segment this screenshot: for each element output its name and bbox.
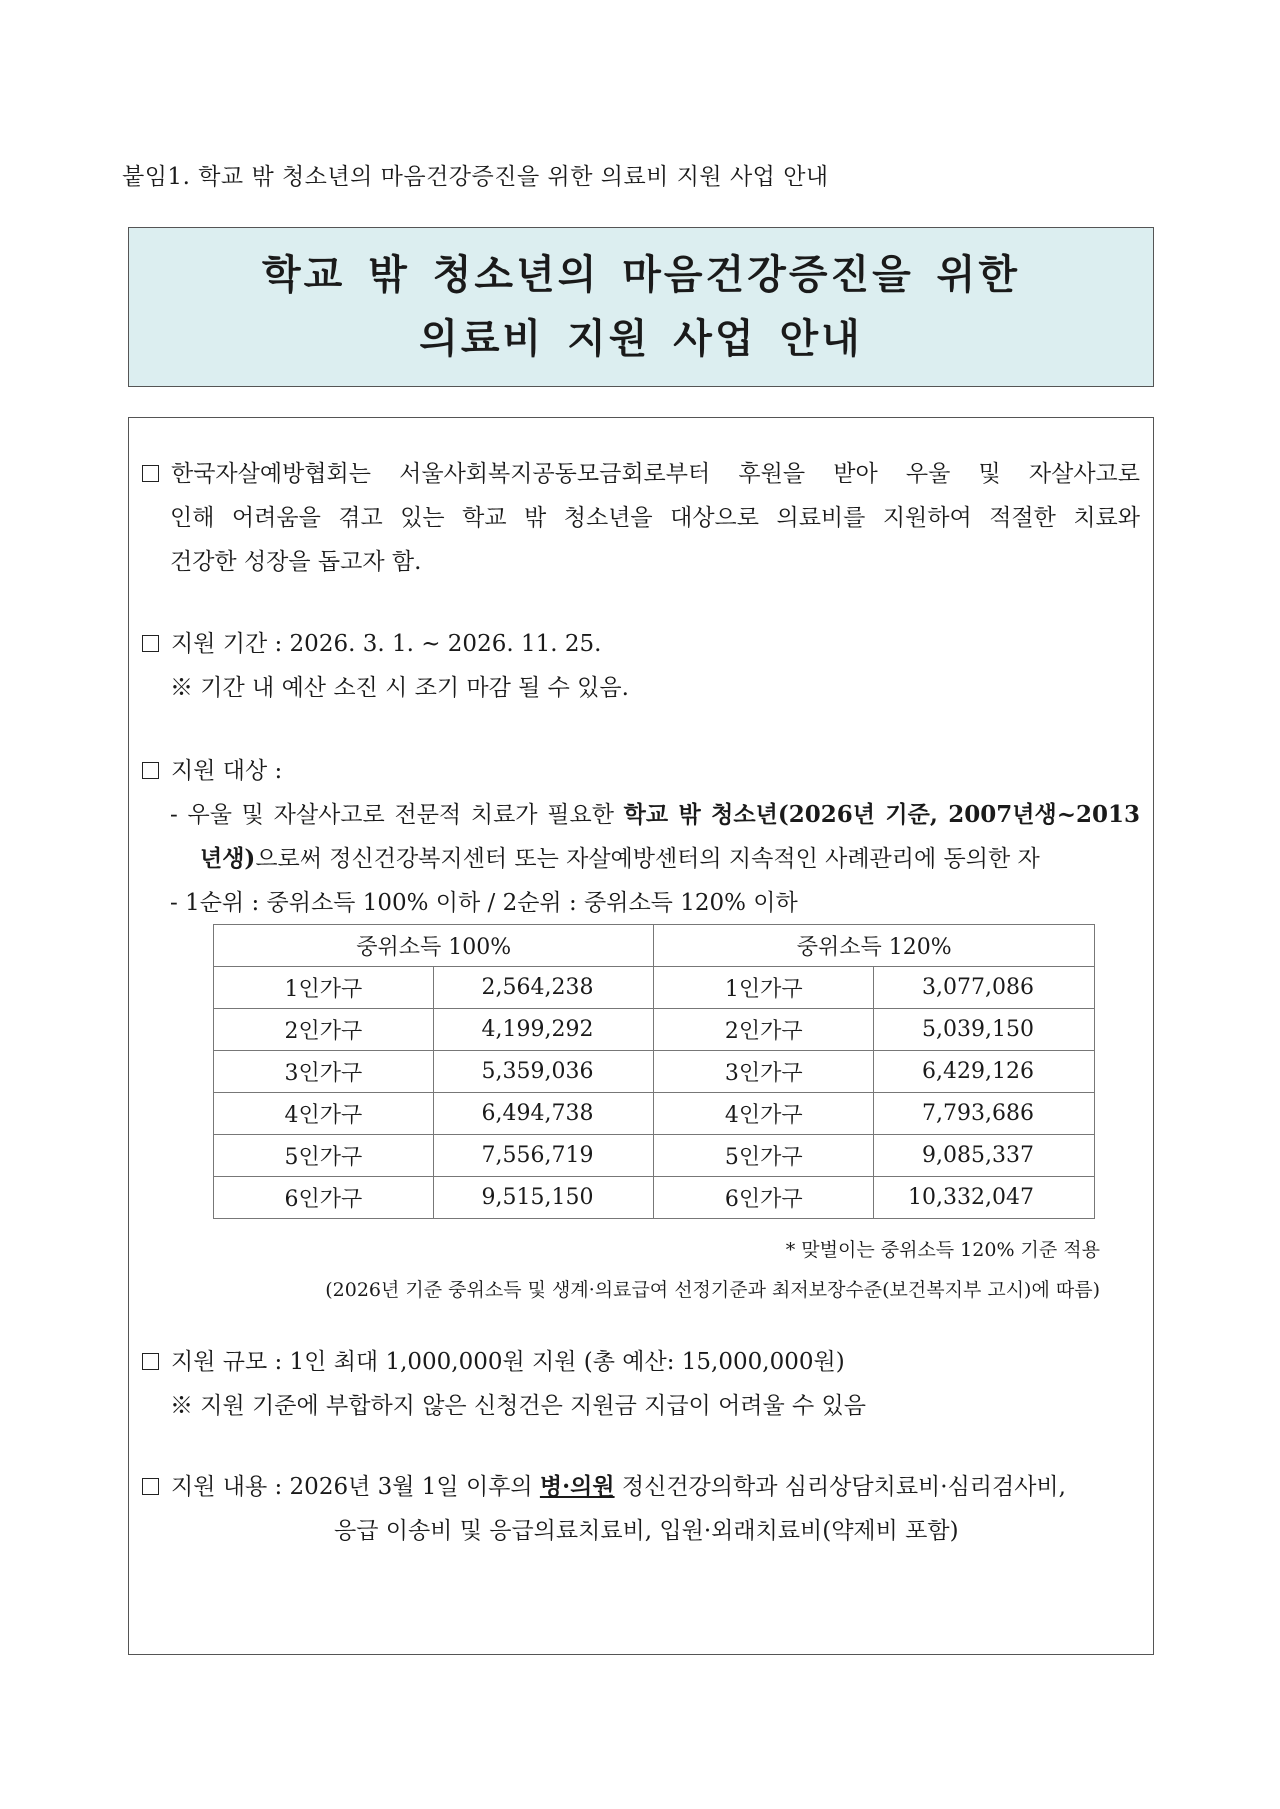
period-text: 지원 기간 : 2026. 3. 1. ~ 2026. 11. 25.: [171, 631, 602, 657]
support-content-post: 정신건강의학과 심리상담치료비·심리검사비,: [614, 1474, 1066, 1500]
title-line-1: 학교 밖 청소년의 마음건강증진을 위한: [262, 252, 1020, 298]
checkbox-bullet-icon: [142, 1353, 159, 1370]
table-row: [214, 1093, 1095, 1135]
period-note: ※ 기간 내 예산 소진 시 조기 마감 될 수 있음.: [170, 675, 629, 701]
checkbox-bullet-icon: [142, 465, 159, 482]
household-label: 3인가구: [654, 1051, 874, 1093]
target-heading-text: 지원 대상 :: [171, 758, 283, 784]
household-label: 5인가구: [214, 1135, 434, 1177]
household-label: 4인가구: [214, 1093, 434, 1135]
income-value: 5,359,036: [433, 1051, 654, 1093]
support-content-underlined: 병·의원: [539, 1473, 615, 1500]
table-row: [214, 967, 1095, 1009]
target-item-2: - 1순위 : 중위소득 100% 이하 / 2순위 : 중위소득 120% 이하: [170, 890, 798, 916]
table-note-2: (2026년 기준 중위소득 및 생계·의료급여 선정기준과 최저보장수준(보건복지부 고시)에 따름): [325, 1279, 1100, 1301]
intro-section: [142, 452, 1140, 584]
intro-line-2: 인해 어려움을 겪고 있는 학교 밖 청소년을 대상으로 의료비를 지원하여 적절한 치료와: [170, 505, 1140, 531]
income-value: 9,515,150: [433, 1177, 654, 1219]
income-value: 6,429,126: [874, 1051, 1095, 1093]
income-value: 4,199,292: [433, 1009, 654, 1051]
household-label: 6인가구: [654, 1177, 874, 1219]
household-label: 5인가구: [654, 1135, 874, 1177]
household-label: 1인가구: [214, 967, 434, 1009]
title-line-2: 의료비 지원 사업 안내: [419, 316, 863, 362]
support-content-section: [142, 1465, 1140, 1553]
intro-text-1: 한국자살예방협회는 서울사회복지공동모금회로부터 후원을 받아 우울 및 자살사고로: [171, 461, 1140, 487]
checkbox-bullet-icon: [142, 635, 159, 652]
attachment-caption: 붙임1. 학교 밖 청소년의 마음건강증진을 위한 의료비 지원 사업 안내: [122, 164, 829, 190]
title-box: [128, 227, 1154, 387]
scale-section: [142, 1340, 1140, 1428]
period-section: [142, 622, 1140, 710]
target-item-1-bold-2: 년생): [200, 845, 256, 872]
header-income-100: 중위소득 100%: [214, 925, 654, 967]
income-value: 5,039,150: [874, 1009, 1095, 1051]
support-content-line-1: [142, 1465, 1140, 1509]
target-item-1-pre: - 우울 및 자살사고로 전문적 치료가 필요한: [170, 802, 624, 828]
checkbox-bullet-icon: [142, 762, 159, 779]
target-item-1-line-2: [142, 837, 1140, 881]
household-label: 4인가구: [654, 1093, 874, 1135]
table-row: [214, 1051, 1095, 1093]
intro-line-1: [142, 452, 1140, 496]
household-label: 2인가구: [214, 1009, 434, 1051]
income-value: 2,564,238: [433, 967, 654, 1009]
target-section: [142, 749, 1140, 925]
table-row: [214, 1009, 1095, 1051]
household-label: 6인가구: [214, 1177, 434, 1219]
scale-line: [142, 1340, 1140, 1384]
target-item-1-bold: 학교 밖 청소년(2026년 기준, 2007년생~2013: [623, 801, 1140, 828]
household-label: 3인가구: [214, 1051, 434, 1093]
checkbox-bullet-icon: [142, 1478, 159, 1495]
intro-line-3: 건강한 성장을 돕고자 함.: [170, 549, 422, 575]
scale-text: 지원 규모 : 1인 최대 1,000,000원 지원 (총 예산: 15,000,000원): [171, 1349, 845, 1375]
table-note-1: * 맞벌이는 중위소득 120% 기준 적용: [785, 1239, 1100, 1261]
period-line: [142, 622, 1140, 666]
target-item-1-line-1: [142, 793, 1140, 837]
income-value: 9,085,337: [874, 1135, 1095, 1177]
scale-note: ※ 지원 기준에 부합하지 않은 신청건은 지원금 지급이 어려울 수 있음: [170, 1393, 866, 1419]
income-table: [213, 924, 1095, 1219]
header-income-120: 중위소득 120%: [654, 925, 1095, 967]
income-value: 10,332,047: [874, 1177, 1095, 1219]
target-heading: [142, 749, 1140, 793]
household-label: 1인가구: [654, 967, 874, 1009]
income-value: 6,494,738: [433, 1093, 654, 1135]
support-content-line-2: 응급 이송비 및 응급의료치료비, 입원·외래치료비(약제비 포함): [334, 1518, 959, 1544]
support-content-pre: 지원 내용 : 2026년 3월 1일 이후의: [171, 1474, 540, 1500]
household-label: 2인가구: [654, 1009, 874, 1051]
table-row: [214, 1135, 1095, 1177]
table-header-row: [214, 925, 1095, 967]
income-value: 7,793,686: [874, 1093, 1095, 1135]
target-item-1-post: 으로써 정신건강복지센터 또는 자살예방센터의 지속적인 사례관리에 동의한 자: [255, 846, 1040, 872]
table-row: [214, 1177, 1095, 1219]
income-value: 3,077,086: [874, 967, 1095, 1009]
income-value: 7,556,719: [433, 1135, 654, 1177]
